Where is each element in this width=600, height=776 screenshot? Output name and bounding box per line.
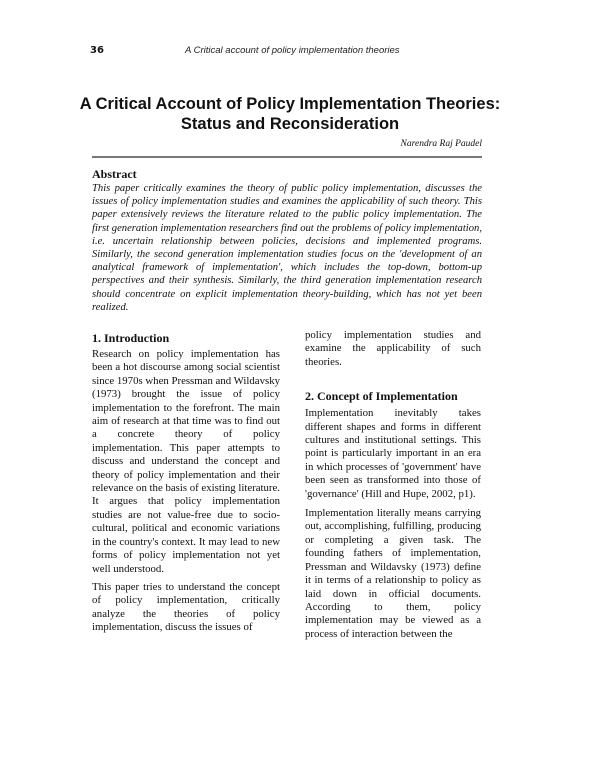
abstract-text: This paper critically examines the theory of public policy implementation, discusses the issues of policy implementation studies and examines the applicability of such theory. This paper extensively reviews the literature related to the public policy implementation. The first generation implementation researchers find out the problems of policy implementation, i.e. uncertain relationship between policies, decisions and implemented programs. Similarly, the second generation implementation studies focus on the 'development of an analytical framework of implementation', which includes the top-down, bottom-up perspectives and their synthesis. Similarly, the third generation implementation research should concentrate on explicit implementation theory-building, which has not yet been realized. [92, 183, 482, 313]
paragraph: Research on policy implementation has been a hot discourse among social scientist since 1970s when Pressman and Wildavsky (1973) brought the issue of policy implementation to the forefront. The main aim of research at that time was to find out a concrete theory of policy implementation. This paper attempts to discuss and understand the concept and theory of policy implementation and their relevance on the basis of existing literature. It argues that policy implementation studies are not value-free due to socio-cultural, political and economic variations in the country's context. It may lead to new forms of policy implementation not yet well understood. [92, 348, 280, 575]
paragraph: policy implementation studies and examine the applicability of such theories. [305, 329, 481, 368]
running-title: A Critical account of policy implementation theories [185, 45, 400, 56]
abstract-heading: Abstract [92, 167, 137, 181]
paper-title: A Critical Account of Policy Implementation Theories: Status and Reconsideration [79, 95, 501, 133]
section-heading: 2. Concept of Implementation [305, 389, 458, 404]
page-number: 36 [90, 45, 104, 56]
paragraph: Implementation literally means carrying out, accomplishing, fulfilling, producing or completing a given task. The founding fathers of implementation, Pressman and Wildavsky (1973) define it in terms of a relationship to policy as laid down in official documents. According to them, policy implementation may be viewed as a process of interaction between the [305, 507, 481, 640]
divider [92, 156, 482, 158]
author: Narendra Raj Paudel [400, 139, 482, 149]
paragraph: Implementation inevitably takes different shapes and forms in different cultures and institutional settings. This point is particularly important in an era in which processes of 'government' have been seen as transformed into those of 'governance' (Hill and Hupe, 2002, p1). [305, 407, 481, 500]
right-column [305, 329, 481, 646]
section-heading: 1. Introduction [92, 331, 170, 345]
left-column [92, 331, 280, 640]
paragraph: This paper tries to understand the concept of policy implementation, critically analyze the theories of policy implementation, discuss the issues of [92, 580, 280, 634]
